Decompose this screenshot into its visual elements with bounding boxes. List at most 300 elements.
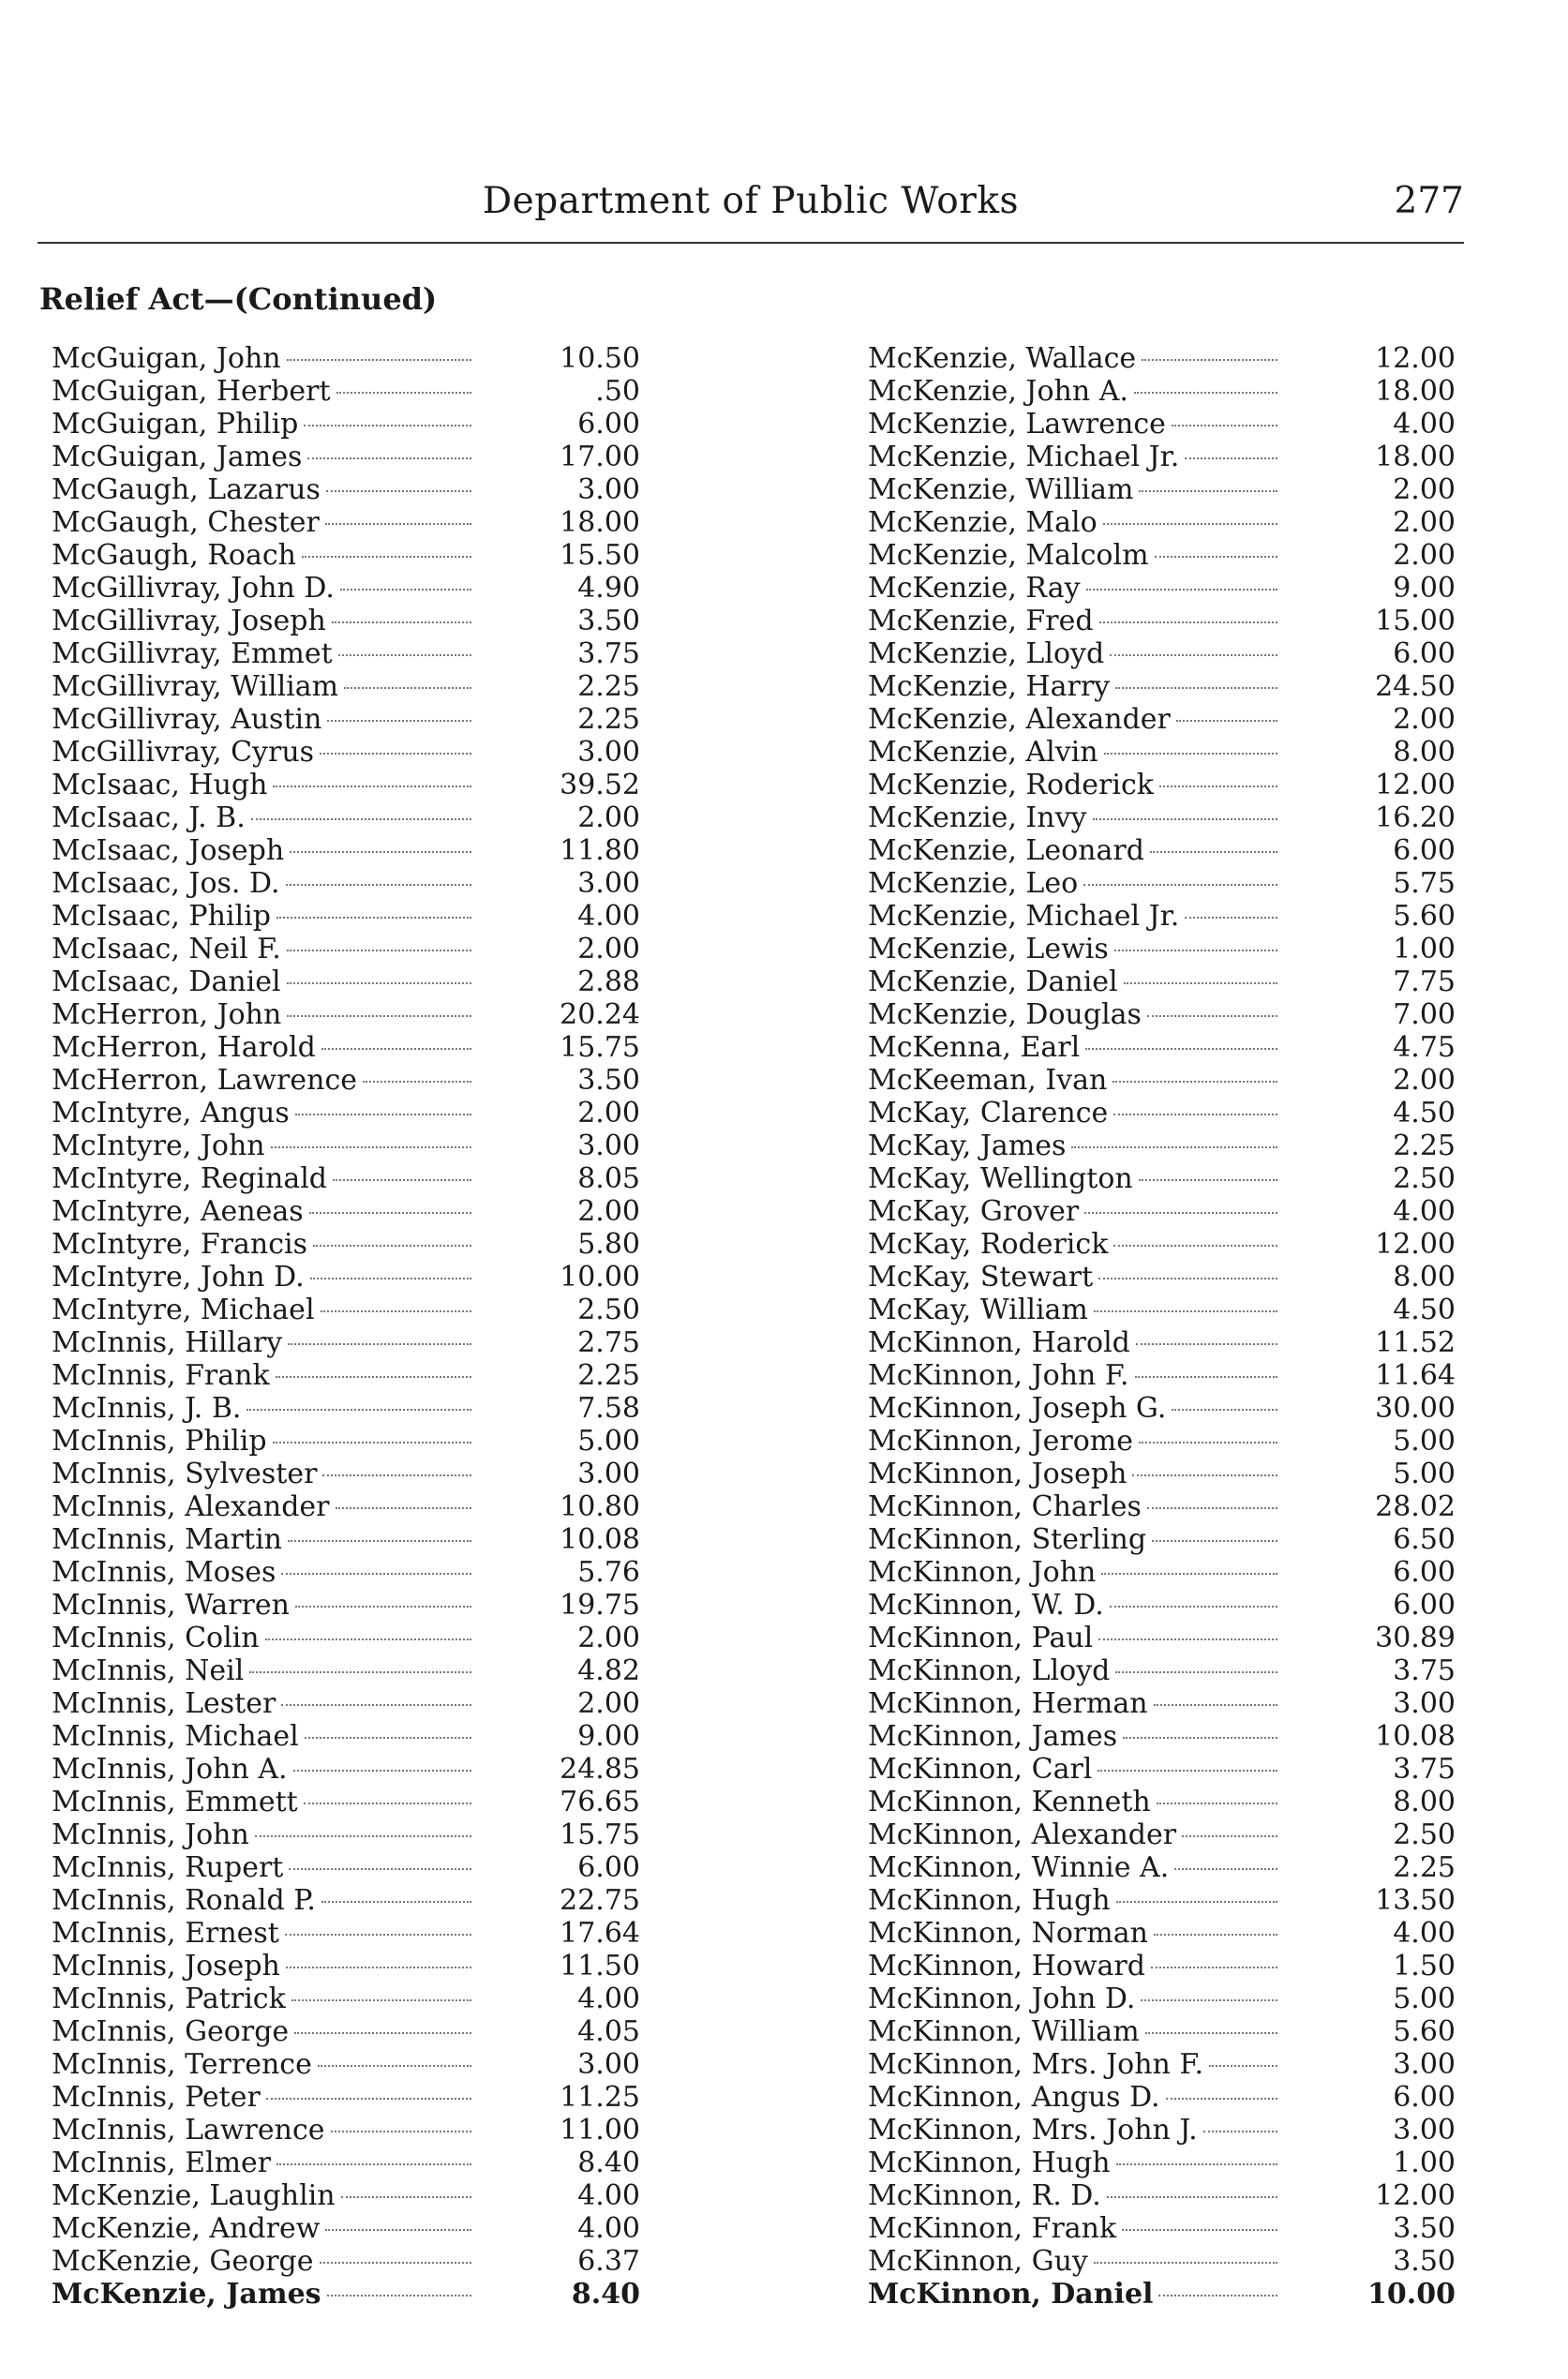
dot-leader bbox=[1116, 1901, 1277, 1903]
dot-leader bbox=[1158, 2295, 1277, 2297]
list-item bbox=[52, 506, 640, 539]
payment-amount: 8.40 bbox=[571, 2278, 640, 2311]
dot-leader bbox=[1114, 950, 1277, 951]
payee-name: McKinnon, Hugh bbox=[868, 2147, 1111, 2179]
list-item bbox=[52, 1654, 640, 1687]
payee-name: McKinnon, Frank bbox=[868, 2212, 1117, 2245]
payee-name: McKenzie, Alexander bbox=[868, 703, 1171, 736]
payment-amount: 6.00 bbox=[1393, 1556, 1456, 1589]
list-item bbox=[868, 1720, 1456, 1753]
payee-name: McInnis, Emmett bbox=[52, 1786, 298, 1818]
list-item bbox=[868, 2081, 1456, 2114]
payment-amount: 4.00 bbox=[577, 2179, 640, 2212]
dot-leader bbox=[1176, 720, 1277, 722]
list-item bbox=[868, 2179, 1456, 2212]
dot-leader bbox=[327, 2295, 471, 2297]
list-item bbox=[868, 1392, 1456, 1425]
list-item bbox=[868, 2212, 1456, 2245]
dot-leader bbox=[1147, 1507, 1277, 1509]
list-item bbox=[52, 1228, 640, 1261]
list-item bbox=[868, 1818, 1456, 1851]
payee-name: McKenzie, Invy bbox=[868, 801, 1087, 834]
payment-amount: 22.75 bbox=[560, 1884, 640, 1917]
payment-amount: 5.60 bbox=[1393, 900, 1456, 933]
dot-leader bbox=[266, 2098, 471, 2100]
list-item bbox=[868, 2245, 1456, 2278]
payee-name: McKenzie, William bbox=[868, 473, 1134, 506]
payment-amount: 2.50 bbox=[577, 1294, 640, 1326]
payee-name: McKinnon, Joseph bbox=[868, 1458, 1127, 1490]
dot-leader bbox=[344, 687, 471, 689]
payment-amount: 12.00 bbox=[1375, 2179, 1456, 2212]
payee-name: McGillivray, Emmet bbox=[52, 637, 333, 670]
payment-amount: 3.75 bbox=[577, 637, 640, 670]
payee-name: McInnis, Rupert bbox=[52, 1851, 284, 1884]
dot-leader bbox=[325, 2229, 471, 2231]
payment-amount: 6.00 bbox=[577, 1851, 640, 1884]
payment-amount: 2.25 bbox=[577, 1359, 640, 1392]
payee-name: McGaugh, Roach bbox=[52, 539, 296, 572]
dot-leader bbox=[276, 917, 471, 919]
payee-name: McIsaac, J. B. bbox=[52, 801, 246, 834]
payee-name: McGillivray, Austin bbox=[52, 703, 322, 736]
dot-leader bbox=[1185, 917, 1277, 919]
payee-name: McKenzie, James bbox=[52, 2278, 321, 2311]
payee-name: McKay, Wellington bbox=[868, 1162, 1133, 1195]
list-item bbox=[52, 1392, 640, 1425]
dot-leader bbox=[1115, 1671, 1277, 1673]
list-item bbox=[868, 867, 1456, 900]
list-item bbox=[52, 539, 640, 572]
list-item bbox=[868, 703, 1456, 736]
payee-name: McHerron, John bbox=[52, 998, 282, 1031]
list-item bbox=[868, 1622, 1456, 1654]
payment-amount: 3.00 bbox=[577, 473, 640, 506]
list-item bbox=[52, 965, 640, 998]
payment-amount: 8.00 bbox=[1393, 736, 1456, 769]
list-item bbox=[868, 1851, 1456, 1884]
dot-leader bbox=[293, 1770, 471, 1772]
list-item bbox=[868, 2015, 1456, 2048]
list-item bbox=[868, 506, 1456, 539]
payment-amount: 4.00 bbox=[577, 900, 640, 933]
list-item bbox=[868, 769, 1456, 801]
list-item bbox=[868, 1261, 1456, 1294]
payee-name: McInnis, Alexander bbox=[52, 1490, 330, 1523]
list-item bbox=[52, 1556, 640, 1589]
list-item bbox=[52, 408, 640, 441]
dot-leader bbox=[1110, 654, 1277, 656]
list-item bbox=[52, 375, 640, 408]
payment-amount: 6.37 bbox=[577, 2245, 640, 2278]
payee-name: McKenzie, Malo bbox=[868, 506, 1098, 539]
dot-leader bbox=[1136, 1343, 1277, 1345]
payment-amount: 4.00 bbox=[1393, 1195, 1456, 1228]
payee-name: McGaugh, Lazarus bbox=[52, 473, 321, 506]
dot-leader bbox=[285, 1934, 471, 1936]
dot-leader bbox=[321, 1310, 471, 1312]
payment-amount: 3.50 bbox=[577, 1064, 640, 1097]
payment-amount: 4.50 bbox=[1393, 1097, 1456, 1130]
payment-amount: 2.00 bbox=[1393, 703, 1456, 736]
dot-leader bbox=[249, 1671, 471, 1673]
dot-leader bbox=[1110, 1606, 1277, 1608]
list-item bbox=[868, 736, 1456, 769]
payee-name: McKinnon, James bbox=[868, 1720, 1118, 1753]
dot-leader bbox=[281, 1704, 471, 1706]
payee-name: McKinnon, Kenneth bbox=[868, 1786, 1151, 1818]
dot-leader bbox=[313, 1245, 471, 1247]
dot-leader bbox=[1098, 1770, 1277, 1772]
list-item bbox=[52, 900, 640, 933]
payment-amount: 2.50 bbox=[1393, 1162, 1456, 1195]
dot-leader bbox=[1172, 1409, 1277, 1411]
dot-leader bbox=[321, 1901, 471, 1903]
list-item bbox=[52, 998, 640, 1031]
payee-name: McGuigan, Philip bbox=[52, 408, 299, 441]
dot-leader bbox=[341, 2196, 471, 2198]
dot-leader bbox=[1132, 1474, 1277, 1476]
dot-leader bbox=[251, 818, 471, 820]
payment-amount: 10.08 bbox=[1375, 1720, 1456, 1753]
payee-name: McInnis, Sylvester bbox=[52, 1458, 318, 1490]
dot-leader bbox=[1123, 1737, 1277, 1739]
list-item bbox=[52, 1359, 640, 1392]
dot-leader bbox=[290, 851, 471, 853]
payee-name: McKinnon, Angus D. bbox=[868, 2081, 1160, 2114]
payment-amount: 4.00 bbox=[1393, 408, 1456, 441]
payee-name: McGillivray, Cyrus bbox=[52, 736, 315, 769]
list-item bbox=[868, 539, 1456, 572]
payment-amount: 24.85 bbox=[560, 1753, 640, 1786]
payment-amount: 5.00 bbox=[577, 1425, 640, 1458]
payee-name: McIntyre, Reginald bbox=[52, 1162, 328, 1195]
dot-leader bbox=[1115, 687, 1277, 689]
dot-leader bbox=[271, 1146, 471, 1148]
payee-name: McInnis, John bbox=[52, 1818, 249, 1851]
payment-amount: 11.25 bbox=[560, 2081, 640, 2114]
list-item bbox=[52, 2081, 640, 2114]
dot-leader bbox=[1185, 457, 1277, 459]
list-item bbox=[52, 637, 640, 670]
dot-leader bbox=[1113, 1114, 1277, 1115]
payee-name: McGuigan, Herbert bbox=[52, 375, 331, 408]
list-item bbox=[868, 1064, 1456, 1097]
payee-name: McIntyre, Aeneas bbox=[52, 1195, 304, 1228]
list-item bbox=[868, 1523, 1456, 1556]
payment-amount: 2.00 bbox=[1393, 473, 1456, 506]
dot-leader bbox=[1203, 2131, 1277, 2132]
dot-leader bbox=[1094, 2262, 1277, 2264]
payee-name: McKinnon, William bbox=[868, 2015, 1140, 2048]
payee-name: McIntyre, John bbox=[52, 1130, 265, 1162]
dot-leader bbox=[1145, 2032, 1277, 2034]
list-item bbox=[868, 1654, 1456, 1687]
dot-leader bbox=[338, 654, 471, 656]
payee-name: McKinnon, Hugh bbox=[868, 1884, 1111, 1917]
dot-leader bbox=[291, 1999, 471, 2001]
dot-leader bbox=[1093, 818, 1278, 820]
dot-leader bbox=[287, 359, 471, 361]
list-item bbox=[868, 342, 1456, 375]
list-item bbox=[52, 736, 640, 769]
payee-name: McKinnon, Herman bbox=[868, 1687, 1148, 1720]
payment-amount: 6.00 bbox=[577, 408, 640, 441]
list-item bbox=[868, 1425, 1456, 1458]
payee-name: McKenzie, Daniel bbox=[868, 965, 1118, 998]
payee-name: McKenzie, Roderick bbox=[868, 769, 1154, 801]
dot-leader bbox=[287, 1015, 471, 1017]
payee-name: McKay, Grover bbox=[868, 1195, 1080, 1228]
payment-amount: 2.00 bbox=[577, 1097, 640, 1130]
list-item bbox=[868, 408, 1456, 441]
list-item bbox=[52, 1851, 640, 1884]
payment-amount: 24.50 bbox=[1375, 670, 1456, 703]
payee-name: McInnis, Patrick bbox=[52, 1982, 286, 2015]
payment-amount: 6.00 bbox=[1393, 834, 1456, 867]
payee-name: McKinnon, Harold bbox=[868, 1326, 1130, 1359]
dot-leader bbox=[1098, 1638, 1277, 1640]
dot-leader bbox=[276, 1376, 471, 1378]
payment-amount: 5.76 bbox=[577, 1556, 640, 1589]
payment-amount: 3.00 bbox=[1393, 2048, 1456, 2081]
dot-leader bbox=[320, 2262, 471, 2264]
page-number: 277 bbox=[1394, 180, 1464, 222]
list-item bbox=[52, 1753, 640, 1786]
payment-amount: 3.00 bbox=[1393, 1687, 1456, 1720]
payee-name: McHerron, Lawrence bbox=[52, 1064, 358, 1097]
payment-amount: 2.75 bbox=[577, 1326, 640, 1359]
payee-name: McKinnon, Jerome bbox=[868, 1425, 1134, 1458]
dot-leader bbox=[288, 1343, 471, 1345]
payment-amount: 16.20 bbox=[1375, 801, 1456, 834]
header-divider bbox=[37, 242, 1464, 244]
dot-leader bbox=[1103, 523, 1277, 525]
payment-amount: 18.00 bbox=[1375, 375, 1456, 408]
dot-leader bbox=[1152, 1540, 1277, 1542]
list-item bbox=[868, 998, 1456, 1031]
list-item bbox=[52, 1589, 640, 1622]
dot-leader bbox=[1113, 1245, 1277, 1247]
payee-name: McKeeman, Ivan bbox=[868, 1064, 1108, 1097]
payee-name: McKenzie, Lawrence bbox=[868, 408, 1166, 441]
payment-amount: 19.75 bbox=[560, 1589, 640, 1622]
list-item bbox=[868, 1097, 1456, 1130]
dot-leader bbox=[286, 1967, 471, 1968]
list-item bbox=[52, 2114, 640, 2147]
dot-leader bbox=[1172, 425, 1277, 426]
list-item bbox=[52, 1622, 640, 1654]
list-item bbox=[868, 1950, 1456, 1982]
payment-amount: 2.00 bbox=[1393, 539, 1456, 572]
list-item bbox=[868, 1556, 1456, 1589]
list-item bbox=[868, 1786, 1456, 1818]
payment-amount: 4.00 bbox=[577, 2212, 640, 2245]
payment-amount: 8.00 bbox=[1393, 1786, 1456, 1818]
payee-name: McKinnon, W. D. bbox=[868, 1589, 1104, 1622]
dot-leader bbox=[320, 753, 471, 755]
dot-leader bbox=[1139, 1442, 1277, 1444]
dot-leader bbox=[304, 1803, 471, 1804]
payee-name: McKay, Clarence bbox=[868, 1097, 1109, 1130]
payment-amount: 1.00 bbox=[1393, 2147, 1456, 2179]
payee-name: McIsaac, Hugh bbox=[52, 769, 268, 801]
dot-leader bbox=[1099, 621, 1277, 623]
payment-amount: 5.00 bbox=[1393, 1982, 1456, 2015]
payment-amount: 2.00 bbox=[577, 1687, 640, 1720]
dot-leader bbox=[1085, 1048, 1277, 1050]
payment-amount: 10.00 bbox=[1367, 2278, 1456, 2311]
payment-amount: 8.40 bbox=[577, 2147, 640, 2179]
dot-leader bbox=[287, 982, 471, 984]
payment-amount: 11.64 bbox=[1375, 1359, 1456, 1392]
dot-leader bbox=[286, 884, 472, 886]
payee-name: McInnis, J. B. bbox=[52, 1392, 242, 1425]
payee-name: McGuigan, John bbox=[52, 342, 281, 375]
payment-amount: 3.00 bbox=[577, 1130, 640, 1162]
list-item bbox=[52, 1720, 640, 1753]
payee-name: McKinnon, Alexander bbox=[868, 1818, 1177, 1851]
payee-name: McInnis, Frank bbox=[52, 1359, 270, 1392]
payment-amount: 9.00 bbox=[1393, 572, 1456, 605]
list-item bbox=[52, 1458, 640, 1490]
payment-amount: 12.00 bbox=[1375, 769, 1456, 801]
payee-name: McKenzie, Leo bbox=[868, 867, 1079, 900]
payment-amount: 2.50 bbox=[1393, 1818, 1456, 1851]
list-item bbox=[868, 1490, 1456, 1523]
payee-name: McKenzie, Alvin bbox=[868, 736, 1098, 769]
dot-leader bbox=[281, 1573, 471, 1575]
payee-name: McInnis, Ernest bbox=[52, 1917, 279, 1950]
payee-name: McKenzie, Lloyd bbox=[868, 637, 1105, 670]
payment-amount: 3.00 bbox=[577, 736, 640, 769]
payee-name: McKinnon, Sterling bbox=[868, 1523, 1147, 1556]
payee-name: McInnis, Michael bbox=[52, 1720, 299, 1753]
dot-leader bbox=[1155, 556, 1277, 558]
payee-name: McInnis, Philip bbox=[52, 1425, 267, 1458]
right-column bbox=[868, 342, 1456, 2311]
list-item bbox=[868, 473, 1456, 506]
list-item bbox=[868, 2278, 1456, 2311]
dot-leader bbox=[1107, 2196, 1277, 2198]
payee-name: McKinnon, Howard bbox=[868, 1950, 1145, 1982]
payment-amount: 11.80 bbox=[560, 834, 640, 867]
payment-amount: 15.75 bbox=[560, 1818, 640, 1851]
dot-leader bbox=[273, 786, 471, 787]
payee-name: McKinnon, John bbox=[868, 1556, 1097, 1589]
payment-amount: 5.75 bbox=[1393, 867, 1456, 900]
payee-name: McKay, James bbox=[868, 1130, 1067, 1162]
list-item bbox=[868, 1162, 1456, 1195]
payee-name: McKenzie, George bbox=[52, 2245, 314, 2278]
payee-name: McHerron, Harold bbox=[52, 1031, 316, 1064]
payment-amount: 11.52 bbox=[1375, 1326, 1456, 1359]
payee-name: McKenzie, Leonard bbox=[868, 834, 1144, 867]
dot-leader bbox=[336, 1507, 471, 1509]
payment-amount: 4.82 bbox=[577, 1654, 640, 1687]
list-item bbox=[868, 933, 1456, 965]
list-item bbox=[52, 1523, 640, 1556]
dot-leader bbox=[363, 1081, 471, 1083]
payment-amount: 7.58 bbox=[577, 1392, 640, 1425]
section-title: Relief Act—(Continued) bbox=[39, 281, 438, 317]
dot-leader bbox=[321, 1048, 471, 1050]
payee-name: McKenzie, Michael Jr. bbox=[868, 441, 1180, 473]
dot-leader bbox=[294, 2032, 471, 2034]
list-item bbox=[52, 2245, 640, 2278]
list-item bbox=[52, 801, 640, 834]
list-item bbox=[868, 965, 1456, 998]
payee-name: McKinnon, Mrs. John F. bbox=[868, 2048, 1204, 2081]
dot-leader bbox=[327, 720, 471, 722]
list-item bbox=[52, 1162, 640, 1195]
dot-leader bbox=[1159, 786, 1277, 787]
list-item bbox=[868, 441, 1456, 473]
dot-leader bbox=[1084, 1212, 1277, 1214]
payee-name: McKay, William bbox=[868, 1294, 1088, 1326]
dot-leader bbox=[276, 2163, 471, 2165]
payment-amount: 5.80 bbox=[577, 1228, 640, 1261]
dot-leader bbox=[333, 1179, 471, 1181]
payee-name: McGillivray, John D. bbox=[52, 572, 335, 605]
payee-name: McKenzie, Ray bbox=[868, 572, 1081, 605]
payee-name: McKinnon, Lloyd bbox=[868, 1654, 1111, 1687]
payment-amount: 5.60 bbox=[1393, 2015, 1456, 2048]
payee-name: McGuigan, James bbox=[52, 441, 303, 473]
list-item bbox=[52, 703, 640, 736]
list-item bbox=[52, 1818, 640, 1851]
list-item bbox=[52, 2015, 640, 2048]
payment-amount: 20.24 bbox=[560, 998, 640, 1031]
payee-name: McInnis, Hillary bbox=[52, 1326, 283, 1359]
payment-amount: 4.00 bbox=[1393, 1917, 1456, 1950]
payee-name: McIntyre, Francis bbox=[52, 1228, 308, 1261]
dot-leader bbox=[336, 392, 472, 394]
payee-name: McKenzie, Douglas bbox=[868, 998, 1142, 1031]
payment-amount: 4.00 bbox=[577, 1982, 640, 2015]
payment-amount: 6.00 bbox=[1393, 637, 1456, 670]
dot-leader bbox=[340, 589, 471, 591]
payment-amount: 4.50 bbox=[1393, 1294, 1456, 1326]
payee-name: McKenzie, Harry bbox=[868, 670, 1111, 703]
payee-name: McInnis, Martin bbox=[52, 1523, 282, 1556]
page-header bbox=[37, 180, 1464, 236]
list-item bbox=[52, 1687, 640, 1720]
payee-name: McKenna, Earl bbox=[868, 1031, 1081, 1064]
payment-amount: 3.75 bbox=[1393, 1753, 1456, 1786]
list-item bbox=[52, 933, 640, 965]
payee-name: McGillivray, William bbox=[52, 670, 339, 703]
payment-amount: 76.65 bbox=[560, 1786, 640, 1818]
dot-leader bbox=[1098, 1278, 1277, 1279]
list-item bbox=[52, 1097, 640, 1130]
payment-amount: 6.00 bbox=[1393, 2081, 1456, 2114]
dot-leader bbox=[246, 1409, 471, 1411]
payee-name: McInnis, George bbox=[52, 2015, 290, 2048]
payment-amount: 15.50 bbox=[560, 539, 640, 572]
dot-leader bbox=[273, 1442, 471, 1444]
payee-name: McKenzie, Lewis bbox=[868, 933, 1109, 965]
payee-name: McGaugh, Chester bbox=[52, 506, 320, 539]
list-item bbox=[52, 2179, 640, 2212]
payment-amount: 4.75 bbox=[1393, 1031, 1456, 1064]
payment-amount: 2.00 bbox=[577, 1195, 640, 1228]
payment-amount: 15.00 bbox=[1375, 605, 1456, 637]
payment-amount: 3.00 bbox=[577, 2048, 640, 2081]
payee-name: McInnis, Moses bbox=[52, 1556, 276, 1589]
list-item bbox=[868, 1884, 1456, 1917]
list-item bbox=[52, 1917, 640, 1950]
